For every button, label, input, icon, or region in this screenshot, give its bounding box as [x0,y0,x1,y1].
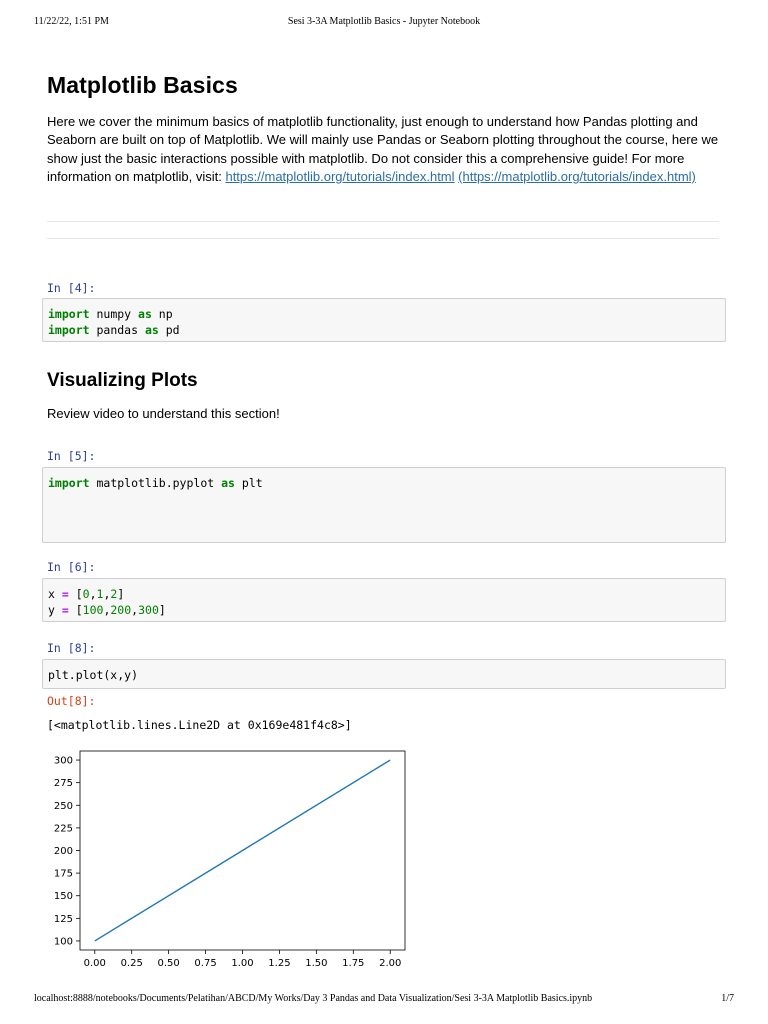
x-tick-label: 0.50 [157,958,180,969]
x-tick-label: 0.75 [194,958,217,969]
code-line: x = [0,1,2] [48,587,125,601]
print-url: localhost:8888/notebooks/Documents/Pelatihan/ABCD/My Works/Day 3 Pandas and Data Visualization/Sesi 3-3A Matplotlib Basics.ipynb [34,993,593,1004]
section-title: Visualizing Plots [47,370,198,391]
y-tick-label: 275 [53,778,73,790]
code-cell-plot[interactable] [42,659,726,689]
divider [47,221,719,222]
print-page-number: 1/7 [721,993,734,1004]
matplotlib-tutorials-link-full[interactable]: (https://matplotlib.org/tutorials/index.html) [458,168,696,184]
x-tick-label: 0.25 [120,958,143,969]
x-tick-label: 1.00 [231,958,254,969]
print-datetime: 11/22/22, 1:51 PM [34,16,109,27]
y-tick-label: 300 [53,755,73,767]
line-chart [47,745,417,975]
x-tick-label: 0.00 [83,958,106,969]
intro-paragraph [47,113,722,186]
cell-prompt-5: In [5]: [47,449,96,463]
cell-prompt-4: In [4]: [47,281,96,295]
x-tick-label: 2.00 [379,958,402,969]
output-prompt-8: Out[8]: [47,694,96,708]
y-tick-label: 150 [53,891,73,903]
divider [47,238,719,239]
y-tick-label: 225 [53,823,73,835]
x-tick-label: 1.50 [305,958,328,969]
y-tick-label: 100 [53,936,73,948]
matplotlib-tutorials-link[interactable]: https://matplotlib.org/tutorials/index.html [225,168,455,184]
cell-output-text: [<matplotlib.lines.Line2D at 0x169e481f4c8>] [47,718,352,732]
x-tick-label: 1.75 [342,958,365,969]
code-line: import matplotlib.pyplot as plt [48,476,263,490]
y-tick-label: 200 [53,846,73,857]
cell-prompt-6: In [6]: [47,560,96,574]
code-cell-imports[interactable] [42,298,726,342]
intro-text: Here we cover the minimum basics of matplotlib functionality, just enough to understand how Pandas plotting and Seaborn are built on top of Matplotlib. We will mainly use Pandas or Seaborn plotting throughout the course, here we show just the basic interactions possible with matplotlib. Do not consider this a comprehensive guide! For more information on matplotlib, visit: [47,114,719,184]
code-line: plt.plot(x,y) [48,668,139,682]
y-tick-label: 125 [53,913,73,925]
code-line: import pandas as pd [48,323,180,337]
code-line: import numpy as np [48,307,173,321]
y-tick-label: 175 [53,868,73,880]
x-tick-label: 1.25 [268,958,291,969]
print-page-title: Sesi 3-3A Matplotlib Basics - Jupyter Notebook [287,16,481,27]
code-cell-import-pyplot[interactable] [42,467,726,543]
code-cell-define-data[interactable] [42,578,726,622]
section-text: Review video to understand this section! [47,406,280,421]
y-tick-label: 250 [53,800,73,812]
cell-prompt-8: In [8]: [47,641,96,655]
code-line: y = [100,200,300] [48,603,166,617]
notebook-title: Matplotlib Basics [47,72,238,98]
